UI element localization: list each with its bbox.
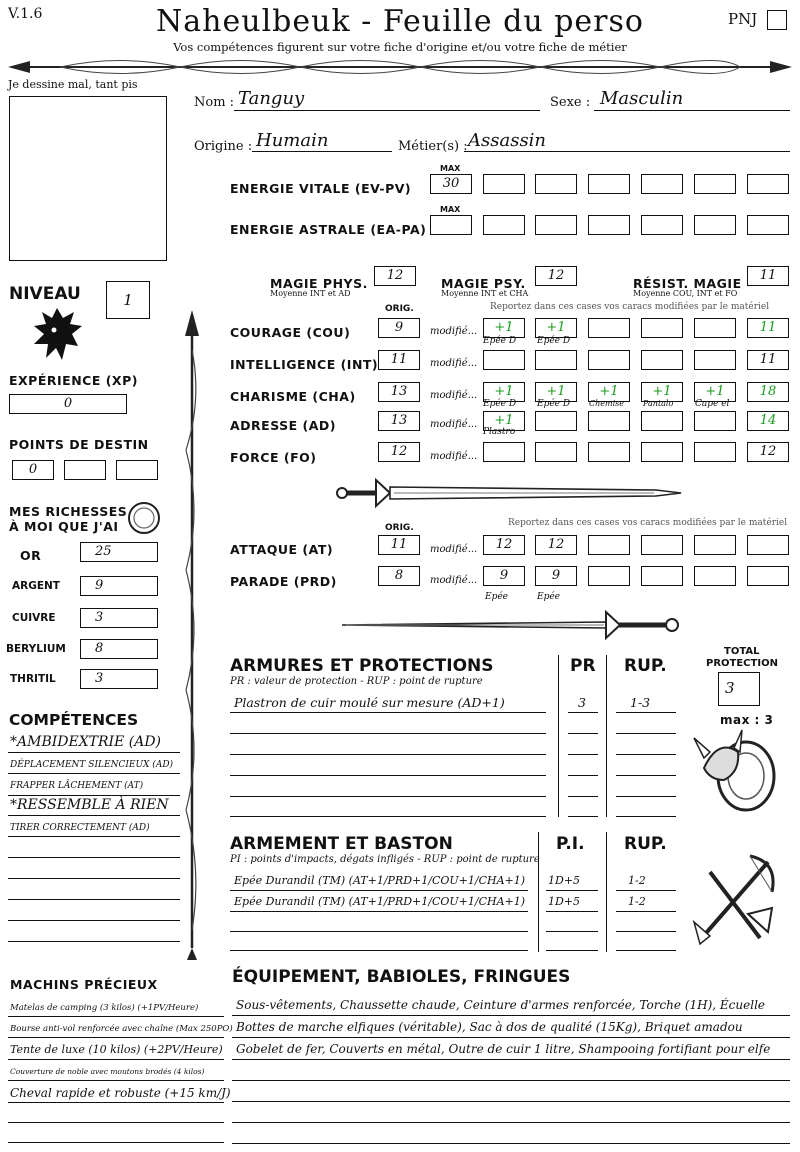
carac-orig-fo[interactable]: 12 <box>378 442 420 462</box>
pnj-label: PNJ <box>728 10 758 28</box>
vertical-spear-ornament <box>180 310 204 960</box>
combat-mod-prd-4[interactable] <box>641 566 683 586</box>
competence-item[interactable]: TIRER CORRECTEMENT (AD) <box>10 823 150 833</box>
experience-value[interactable]: 0 <box>9 394 127 414</box>
combat-orig-prd[interactable]: 8 <box>378 566 420 586</box>
ev-box[interactable] <box>641 174 683 194</box>
armures-note: PR : valeur de protection - RUP : point de rupture <box>230 676 483 687</box>
armure-row-pr[interactable]: 3 <box>578 695 586 710</box>
combat-total-prd[interactable] <box>747 566 789 586</box>
carac-mod-int-1[interactable] <box>483 350 525 370</box>
argent-value[interactable]: 9 <box>80 576 158 596</box>
metier-label: Métier(s) : <box>398 139 468 154</box>
combat-mod-prd-3[interactable] <box>588 566 630 586</box>
machin-item[interactable]: Bourse anti-vol renforcée avec chaîne (Max 250PO) <box>10 1024 233 1034</box>
berylium-label: BERYLIUM <box>6 643 66 655</box>
carac-mod-fo-5[interactable] <box>694 442 736 462</box>
combat-sub-2: Epée <box>537 592 560 602</box>
carac-mod-cha-5[interactable]: +1 <box>694 382 736 402</box>
total-protection-label-2: PROTECTION <box>706 658 778 669</box>
ea-max-box[interactable] <box>430 215 472 235</box>
modifie-label: modifié... <box>430 390 478 401</box>
carac-label-ad: ADRESSE (AD) <box>230 418 337 433</box>
magie-phys-value[interactable]: 12 <box>374 266 416 286</box>
combat-mod-prd-1[interactable]: 9 <box>483 566 525 586</box>
ea-box[interactable] <box>747 215 789 235</box>
niveau-label: NIVEAU <box>9 284 81 304</box>
armures-title: ARMURES ET PROTECTIONS <box>230 656 494 676</box>
competences-title: COMPÉTENCES <box>9 711 139 729</box>
ea-label: ENERGIE ASTRALE (EA-PA) <box>230 222 427 237</box>
portrait-caption: Je dessine mal, tant pis <box>8 78 138 91</box>
helmet-shield-icon <box>690 728 780 814</box>
arme-row-rup[interactable]: 1-2 <box>628 874 646 887</box>
sword-ornament <box>336 610 686 640</box>
armure-row-rup[interactable]: 1-3 <box>630 695 651 710</box>
origine-label: Origine : <box>194 139 253 154</box>
carac-mod-int-3[interactable] <box>588 350 630 370</box>
total-protection-value[interactable]: 3 <box>718 672 760 706</box>
carac-sub-cou-2: Epée D <box>537 336 571 346</box>
carac-mod-cou-2[interactable]: +1 <box>535 318 577 338</box>
modifie-label: modifié... <box>430 326 478 337</box>
armement-note: PI : points d'impacts, dégats infligés - RUP : point de rupture <box>230 854 540 865</box>
magie-phys-note: Moyenne INT et AD <box>270 289 351 298</box>
magie-phys-label: MAGIE PHYS. <box>270 276 368 291</box>
carac-total-cou[interactable]: 11 <box>747 318 789 338</box>
arme-row-rup[interactable]: 1-2 <box>628 895 646 908</box>
arme-row-pi[interactable]: 1D+5 <box>548 895 581 908</box>
carac-mod-fo-2[interactable] <box>535 442 577 462</box>
carac-total-fo[interactable]: 12 <box>747 442 789 462</box>
carac-total-ad[interactable]: 14 <box>747 411 789 431</box>
niveau-value[interactable]: 1 <box>106 281 150 319</box>
combat-total-at[interactable] <box>747 535 789 555</box>
destin-box-3[interactable] <box>116 460 158 480</box>
resist-magie-value[interactable]: 11 <box>747 266 789 286</box>
resist-magie-note: Moyenne COU, INT et FO <box>633 289 738 298</box>
caracs-orig-label: ORIG. <box>385 304 414 314</box>
carac-label-cha: CHARISME (CHA) <box>230 389 356 404</box>
sexe-value[interactable]: Masculin <box>600 88 684 109</box>
carac-mod-cha-3[interactable]: +1 <box>588 382 630 402</box>
combat-mod-at-5[interactable] <box>694 535 736 555</box>
armement-col-pi: P.I. <box>556 834 585 854</box>
max-protection: max : 3 <box>720 713 774 727</box>
machin-item[interactable]: Matelas de camping (3 kilos) (+1PV/Heure) <box>10 1003 199 1013</box>
sexe-label: Sexe : <box>550 95 591 110</box>
combat-mod-at-4[interactable] <box>641 535 683 555</box>
experience-label: EXPÉRIENCE (XP) <box>9 373 138 388</box>
cuivre-value[interactable]: 3 <box>80 608 158 628</box>
ea-max-label: MAX <box>440 205 461 214</box>
destin-box-1[interactable]: 0 <box>12 460 54 480</box>
sheet-subtitle: Vos compétences figurent sur votre fiche d'origine et/ou votre fiche de métier <box>173 40 627 54</box>
modifie-label: modifié... <box>430 358 478 369</box>
magie-psy-label: MAGIE PSY. <box>441 276 526 291</box>
carac-orig-cha[interactable]: 13 <box>378 382 420 402</box>
or-label: OR <box>20 548 42 563</box>
carac-sub-cha-1: Epée D <box>483 399 517 409</box>
magie-psy-note: Moyenne INT et CHA <box>441 289 529 298</box>
armures-col-rup: RUP. <box>624 656 667 676</box>
ev-box[interactable] <box>535 174 577 194</box>
header-spear-ornament <box>0 56 800 80</box>
competence-item[interactable]: DÉPLACEMENT SILENCIEUX (AD) <box>10 760 174 770</box>
metier-value[interactable]: Assassin <box>468 130 547 151</box>
modifie-label: modifié... <box>430 575 478 586</box>
combat-mod-at-1[interactable]: 12 <box>483 535 525 555</box>
carac-sub-cha-2: Epée D <box>537 399 571 409</box>
nom-label: Nom : <box>194 95 235 110</box>
coin-icon <box>126 500 162 536</box>
ea-box[interactable] <box>535 215 577 235</box>
carac-mod-int-2[interactable] <box>535 350 577 370</box>
carac-mod-ad-4[interactable] <box>641 411 683 431</box>
combat-mod-at-3[interactable] <box>588 535 630 555</box>
portrait-box[interactable] <box>9 96 167 261</box>
berylium-value[interactable]: 8 <box>80 639 158 659</box>
thritil-value[interactable]: 3 <box>80 669 158 689</box>
ev-box[interactable] <box>694 174 736 194</box>
combat-sub-1: Epée <box>485 592 508 602</box>
competence-item[interactable]: FRAPPER LÂCHEMENT (AT) <box>10 781 144 791</box>
carac-mod-cou-5[interactable] <box>694 318 736 338</box>
sheet-title: Naheulbeuk - Feuille du perso <box>156 4 644 39</box>
arme-row-name[interactable]: Epée Durandil (TM) (AT+1/PRD+1/COU+1/CHA+1) <box>234 874 526 887</box>
dragon-icon <box>30 304 84 366</box>
ea-box[interactable] <box>641 215 683 235</box>
ev-label: ENERGIE VITALE (EV-PV) <box>230 181 412 196</box>
ea-box[interactable] <box>483 215 525 235</box>
competence-item[interactable]: *AMBIDEXTRIE (AD) <box>10 734 162 750</box>
carac-mod-cha-4[interactable]: +1 <box>641 382 683 402</box>
carac-mod-ad-2[interactable] <box>535 411 577 431</box>
carac-sub-cha-3: Chemise <box>589 399 624 408</box>
carac-label-cou: COURAGE (COU) <box>230 325 351 340</box>
resist-magie-label: RÉSIST. MAGIE <box>633 276 742 291</box>
equipement-line[interactable]: Bottes de marche elfiques (véritable), Sac à dos de qualité (15Kg), Briquet amadou <box>236 1020 743 1034</box>
carac-sub-ad-1: Plastro <box>483 427 516 437</box>
pnj-checkbox[interactable] <box>767 10 787 30</box>
thritil-label: THRITIL <box>10 673 56 685</box>
machins-title: MACHINS PRÉCIEUX <box>10 977 158 992</box>
ea-box[interactable] <box>588 215 630 235</box>
cuivre-label: CUIVRE <box>12 612 56 624</box>
combat-orig-label: ORIG. <box>385 523 414 533</box>
carac-orig-int[interactable]: 11 <box>378 350 420 370</box>
carac-sub-cha-4: Pantalo <box>643 399 674 408</box>
weapons-icon <box>690 852 782 948</box>
arme-row-pi[interactable]: 1D+5 <box>548 874 581 887</box>
combat-mod-prd-2[interactable]: 9 <box>535 566 577 586</box>
machin-item[interactable]: Cheval rapide et robuste (+15 km/J) <box>10 1086 231 1100</box>
carac-mod-int-4[interactable] <box>641 350 683 370</box>
ev-box[interactable] <box>588 174 630 194</box>
carac-mod-ad-3[interactable] <box>588 411 630 431</box>
ev-box[interactable] <box>747 174 789 194</box>
combat-mod-prd-5[interactable] <box>694 566 736 586</box>
combat-mod-at-2[interactable]: 12 <box>535 535 577 555</box>
combat-label-at: ATTAQUE (AT) <box>230 542 334 557</box>
combat-label-prd: PARADE (PRD) <box>230 574 337 589</box>
equipement-title: ÉQUIPEMENT, BABIOLES, FRINGUES <box>232 967 571 987</box>
carac-mod-ad-1[interactable]: +1 <box>483 411 525 431</box>
carac-orig-ad[interactable]: 13 <box>378 411 420 431</box>
armement-title: ARMEMENT ET BASTON <box>230 834 453 854</box>
ev-max-box[interactable]: 30 <box>430 174 472 194</box>
destin-label: POINTS DE DESTIN <box>9 437 149 452</box>
carac-orig-cou[interactable]: 9 <box>378 318 420 338</box>
carac-mod-fo-3[interactable] <box>588 442 630 462</box>
sword-ornament <box>336 478 686 508</box>
carac-mod-fo-1[interactable] <box>483 442 525 462</box>
carac-mod-fo-4[interactable] <box>641 442 683 462</box>
combat-orig-at[interactable]: 11 <box>378 535 420 555</box>
carac-mod-cou-3[interactable] <box>588 318 630 338</box>
destin-box-2[interactable] <box>64 460 106 480</box>
ev-box[interactable] <box>483 174 525 194</box>
carac-mod-cha-1[interactable]: +1 <box>483 382 525 402</box>
argent-label: ARGENT <box>12 580 60 592</box>
carac-mod-cou-4[interactable] <box>641 318 683 338</box>
modifie-label: modifié... <box>430 419 478 430</box>
armure-row-name[interactable]: Plastron de cuir moulé sur mesure (AD+1) <box>234 695 505 710</box>
armement-col-rup: RUP. <box>624 834 667 854</box>
or-value[interactable]: 25 <box>80 542 158 562</box>
modifie-label: modifié... <box>430 451 478 462</box>
carac-label-fo: FORCE (FO) <box>230 450 317 465</box>
carac-total-cha[interactable]: 18 <box>747 382 789 402</box>
equipement-line[interactable]: Gobelet de fer, Couverts en métal, Outre de cuir 1 litre, Shampooing fortifiant pour elfe <box>236 1042 771 1056</box>
machin-item[interactable]: Couverture de noble avec moutons brodés (4 kilos) <box>10 1067 205 1076</box>
richesses-label-2: À MOI QUE J'AI <box>9 519 119 534</box>
origine-value[interactable]: Humain <box>256 130 329 151</box>
carac-total-int[interactable]: 11 <box>747 350 789 370</box>
competence-item[interactable]: *RESSEMBLE À RIEN <box>10 797 169 813</box>
carac-mod-cou-1[interactable]: +1 <box>483 318 525 338</box>
total-protection-label-1: TOTAL <box>724 646 760 657</box>
carac-mod-cha-2[interactable]: +1 <box>535 382 577 402</box>
carac-label-int: INTELLIGENCE (INT) <box>230 357 379 372</box>
version-label: V.1.6 <box>8 6 43 22</box>
carac-sub-cha-5: Cape el <box>695 399 730 409</box>
nom-value[interactable]: Tanguy <box>238 88 305 109</box>
ea-box[interactable] <box>694 215 736 235</box>
machin-item[interactable]: Tente de luxe (10 kilos) (+2PV/Heure) <box>10 1043 223 1056</box>
richesses-label-1: MES RICHESSES <box>9 504 128 519</box>
ev-max-label: MAX <box>440 164 461 173</box>
magie-psy-value[interactable]: 12 <box>535 266 577 286</box>
modifie-label: modifié... <box>430 544 478 555</box>
combat-note: Reportez dans ces cases vos caracs modifiées par le matériel <box>508 518 788 528</box>
carac-sub-cou-1: Epée D <box>483 336 517 346</box>
arme-row-name[interactable]: Epée Durandil (TM) (AT+1/PRD+1/COU+1/CHA+1) <box>234 895 526 908</box>
carac-mod-int-5[interactable] <box>694 350 736 370</box>
carac-mod-ad-5[interactable] <box>694 411 736 431</box>
caracs-note: Reportez dans ces cases vos caracs modifiées par le matériel <box>490 302 770 312</box>
equipement-line[interactable]: Sous-vêtements, Chaussette chaude, Ceinture d'armes renforcée, Torche (1H), Écuelle <box>236 998 766 1012</box>
armures-col-pr: PR <box>570 656 596 676</box>
